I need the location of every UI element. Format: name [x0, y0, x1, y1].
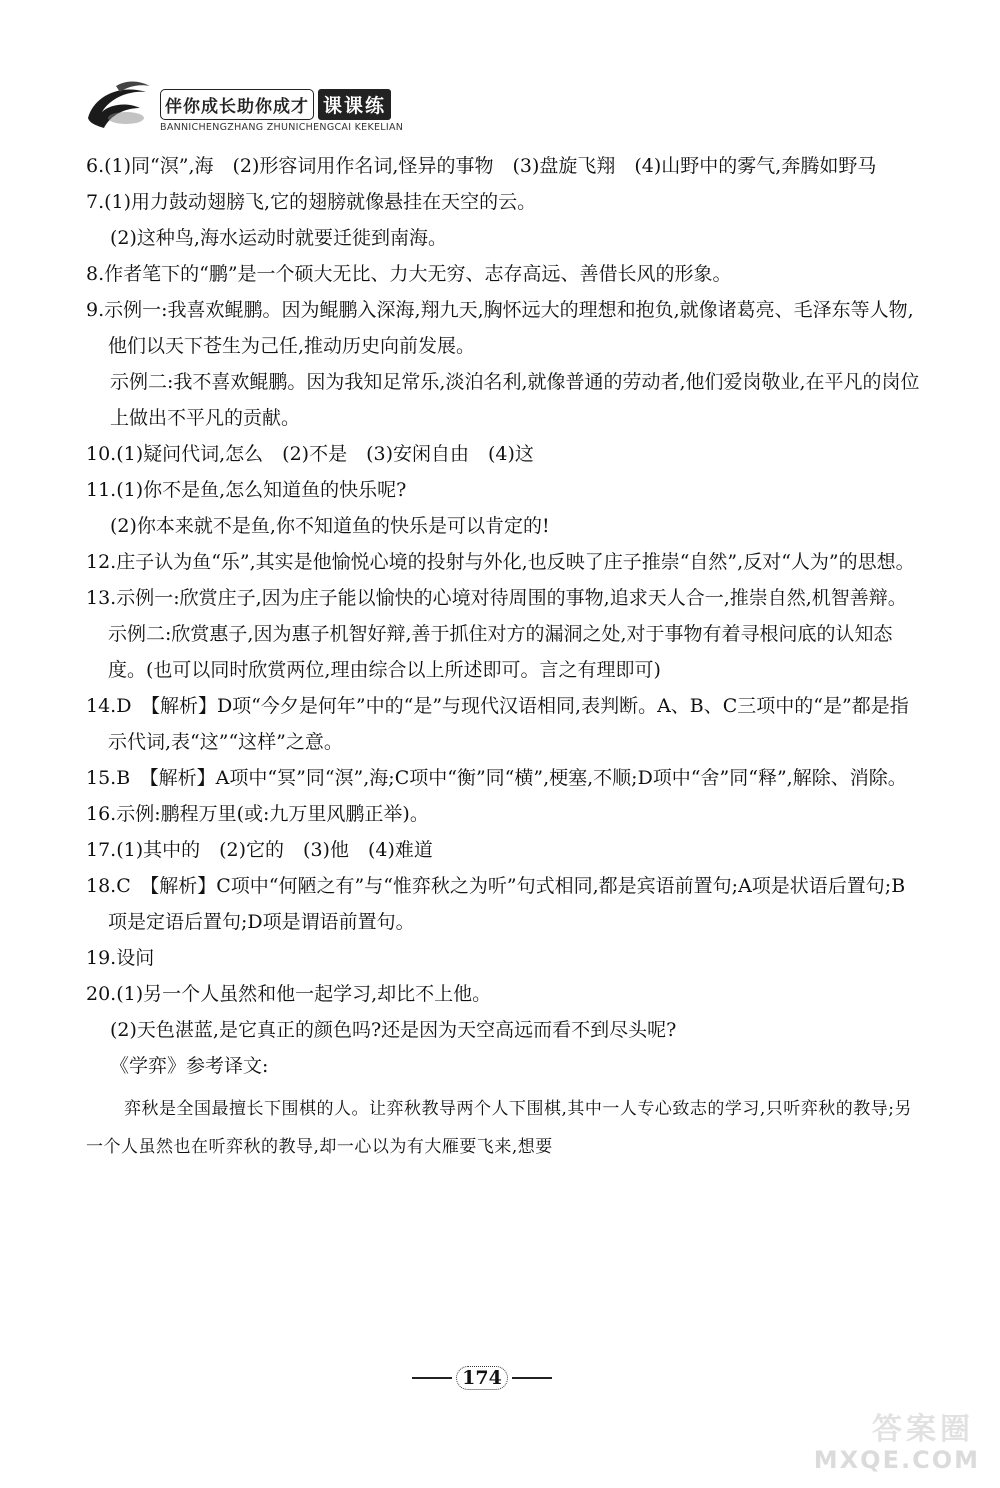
slogan-text: 伴你成长助你成才 [160, 89, 314, 120]
answer-list [86, 148, 920, 1183]
answer-15: 15.B 【解析】A项中“冥”同“溟”,海;C项中“衡”同“横”,梗塞,不顺;D项中“舍”同“释”,解除、消除。 [86, 767, 907, 789]
answer-7-sub: (2)这种鸟,海水运动时就要迁徙到南海。 [110, 227, 447, 249]
header-slogan [160, 90, 391, 118]
answer-8: 8.作者笔下的“鹏”是一个硕大无比、力大无穷、志存高远、善借长风的形象。 [86, 263, 732, 285]
answer-20-sub: (2)天色湛蓝,是它真正的颜色吗?还是因为天空高远而看不到尽头呢? [110, 1019, 677, 1041]
watermark [780, 1404, 980, 1474]
logo-swirl-icon [80, 78, 158, 134]
answer-9-sub: 示例二:我不喜欢鲲鹏。因为我知足常乐,淡泊名利,就像普通的劳动者,他们爱岗敬业,在平凡的岗位上做出不平凡的贡献。 [110, 371, 920, 429]
translation-text: 弈秋是全国最擅长下围棋的人。让弈秋教导两个人下围棋,其中一人专心致志的学习,只听弈秋的教导;另一个人虽然也在听弈秋的教导,却一心以为有大雁要飞来,想要 [86, 1099, 913, 1157]
answer-20: 20.(1)另一个人虽然和他一起学习,却比不上他。 [86, 983, 492, 1005]
answer-7: 7.(1)用力鼓动翅膀飞,它的翅膀就像悬挂在天空的云。 [86, 191, 537, 213]
answer-10: 10.(1)疑问代词,怎么 (2)不是 (3)安闲自由 (4)这 [86, 443, 534, 465]
page-number-rule-left [412, 1377, 452, 1379]
answer-13: 13.示例一:欣赏庄子,因为庄子能以愉快的心境对待周围的事物,追求天人合一,推崇自然,机智善辩。 示例二:欣赏惠子,因为惠子机智好辩,善于抓住对方的漏洞之处,对于事物有着寻根问底的认知态度。(也可以同时欣赏两位,理由综合以上所述即可。言之有理即可) [86, 587, 917, 681]
watermark-url: MXQE.COM [813, 1446, 980, 1474]
answer-6: 6.(1)同“溟”,海 (2)形容词用作名词,怪异的事物 (3)盘旋飞翔 (4)山野中的雾气,奔腾如野马 [86, 155, 877, 177]
answer-16: 16.示例:鹏程万里(或:九万里风鹏正举)。 [86, 803, 429, 825]
answer-18: 18.C 【解析】C项中“何陋之有”与“惟弈秋之为听”句式相同,都是宾语前置句;A项是状语后置句;B项是定语后置句;D项是谓语前置句。 [86, 875, 906, 933]
answer-12: 12.庄子认为鱼“乐”,其实是他愉悦心境的投射与外化,也反映了庄子推崇“自然”,反对“人为”的思想。 [86, 551, 915, 573]
translation-heading: 《学弈》参考译文: [110, 1055, 269, 1077]
answer-19: 19.设问 [86, 947, 155, 969]
page-number-value: 174 [456, 1366, 508, 1390]
watermark-logo: 答案圈 [872, 1412, 974, 1447]
answer-11-sub: (2)你本来就不是鱼,你不知道鱼的快乐是可以肯定的! [110, 515, 550, 537]
answer-17: 17.(1)其中的 (2)它的 (3)他 (4)难道 [86, 839, 433, 861]
answer-9: 9.示例一:我喜欢鲲鹏。因为鲲鹏入深海,翔九天,胸怀远大的理想和抱负,就像诸葛亮、毛泽东等人物,他们以天下苍生为己任,推动历史向前发展。 [86, 299, 914, 357]
pinyin-subtitle: BANNICHENGZHANG ZHUNICHENGCAI KEKELIAN [160, 122, 404, 133]
page-header [80, 72, 540, 142]
page-number-rule-right [512, 1377, 552, 1379]
answer-14: 14.D 【解析】D项“今夕是何年”中的“是”与现代汉语相同,表判断。A、B、C三项中的“是”都是指示代词,表“这”“这样”之意。 [86, 695, 909, 753]
page-number [412, 1363, 552, 1393]
answer-11: 11.(1)你不是鱼,怎么知道鱼的快乐呢? [86, 479, 407, 501]
brand-text: 课课练 [318, 89, 391, 120]
